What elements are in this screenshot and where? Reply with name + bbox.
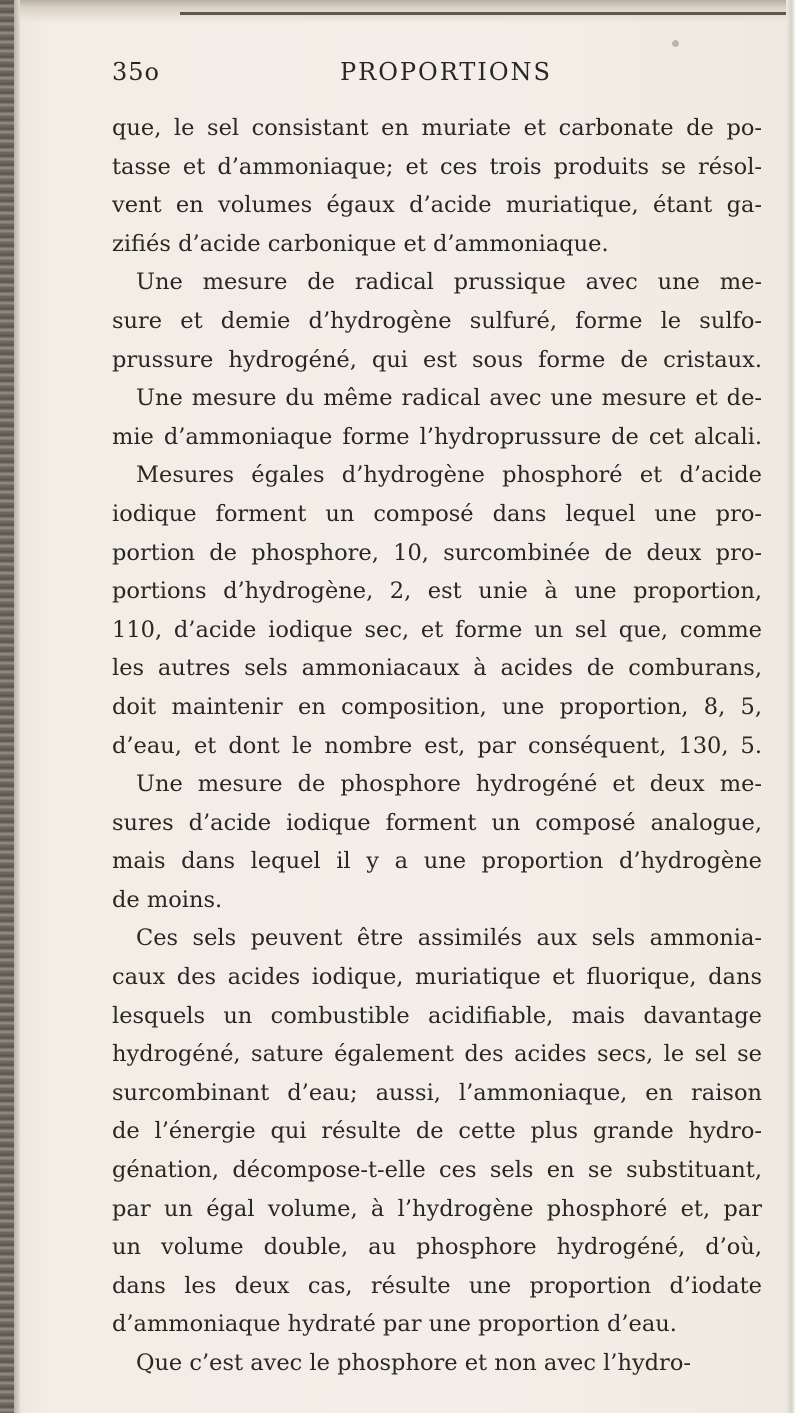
text-line: Une mesure de radical prussique avec une me- (136, 269, 762, 296)
text-line: génation, décompose-t-elle ces sels en se substituant, (112, 1157, 762, 1184)
text-line: que, le sel consistant en muriate et carbonate de po- (112, 115, 762, 141)
text-line: sures d’acide iodique forment un composé analogue, (112, 809, 762, 836)
book-binding (0, 0, 14, 1413)
page-number: 35o (112, 58, 160, 86)
text-line: sure et demie d’hydrogène sulfuré, forme le sulfo- (112, 307, 762, 334)
text-line: caux des acides iodique, muriatique et fluorique, dans (112, 964, 762, 991)
text-line: Ces sels peuvent être assimilés aux sels ammonia- (136, 925, 762, 952)
text-line: dans les deux cas, résulte une proportion d’iodate (112, 1272, 762, 1299)
scan-top-line (180, 12, 800, 15)
text-line: Une mesure du même radical avec une mesure et de- (136, 385, 762, 412)
text-line: hydrogéné, sature également des acides secs, le sel se (112, 1041, 762, 1068)
page-top-edge (20, 0, 786, 22)
text-line: surcombinant d’eau; aussi, l’ammoniaque, en raison (112, 1079, 762, 1106)
ink-spot (672, 40, 679, 47)
text-line: zifiés d’acide carbonique et d’ammoniaque. (112, 230, 609, 257)
text-line: portion de phosphore, 10, surcombinée de deux pro- (112, 539, 762, 566)
text-line: un volume double, au phosphore hydrogéné, d’où, (112, 1234, 762, 1261)
text-line: lesquels un combustible acidifiable, mais davantage (112, 1002, 762, 1029)
text-line: portions d’hydrogène, 2, est unie à une proportion, (112, 578, 762, 605)
text-line: mais dans lequel il y a une proportion d’hydrogène (112, 848, 762, 875)
text-line: d’eau, et dont le nombre est, par conséquent, 130, 5. (112, 732, 762, 759)
text-line: de l’énergie qui résulte de cette plus grande hydro- (112, 1118, 762, 1145)
text-line: Une mesure de phosphore hydrogéné et deux me- (136, 771, 762, 798)
text-line: par un égal volume, à l’hydrogène phosphoré et, par (112, 1195, 762, 1222)
text-line: 110, d’acide iodique sec, et forme un sel que, comme (112, 616, 762, 643)
text-line: prussure hydrogéné, qui est sous forme de cristaux. (112, 346, 762, 373)
text-line: tasse et d’ammoniaque; et ces trois produits se résol- (112, 153, 762, 180)
running-title: PROPORTIONS (340, 58, 552, 86)
text-line: mie d’ammoniaque forme l’hydroprussure de cet alcali. (112, 423, 762, 450)
body-text (112, 109, 762, 1383)
binding-shadow (14, 0, 20, 1413)
text-line: doit maintenir en composition, une proportion, 8, 5, (112, 693, 762, 720)
text-line: d’ammoniaque hydraté par une proportion d’eau. (112, 1311, 677, 1338)
text-line: Que c’est avec le phosphore et non avec l’hydro- (136, 1350, 691, 1376)
text-line: Mesures égales d’hydrogène phosphoré et d’acide (136, 462, 762, 489)
text-line: iodique forment un composé dans lequel une pro- (112, 500, 762, 527)
page-header (112, 58, 752, 102)
text-line: les autres sels ammoniacaux à acides de comburans, (112, 655, 762, 682)
text-line: vent en volumes égaux d’acide muriatique, étant ga- (112, 192, 762, 219)
text-line: de moins. (112, 886, 223, 913)
page-right-edge (786, 0, 800, 1413)
